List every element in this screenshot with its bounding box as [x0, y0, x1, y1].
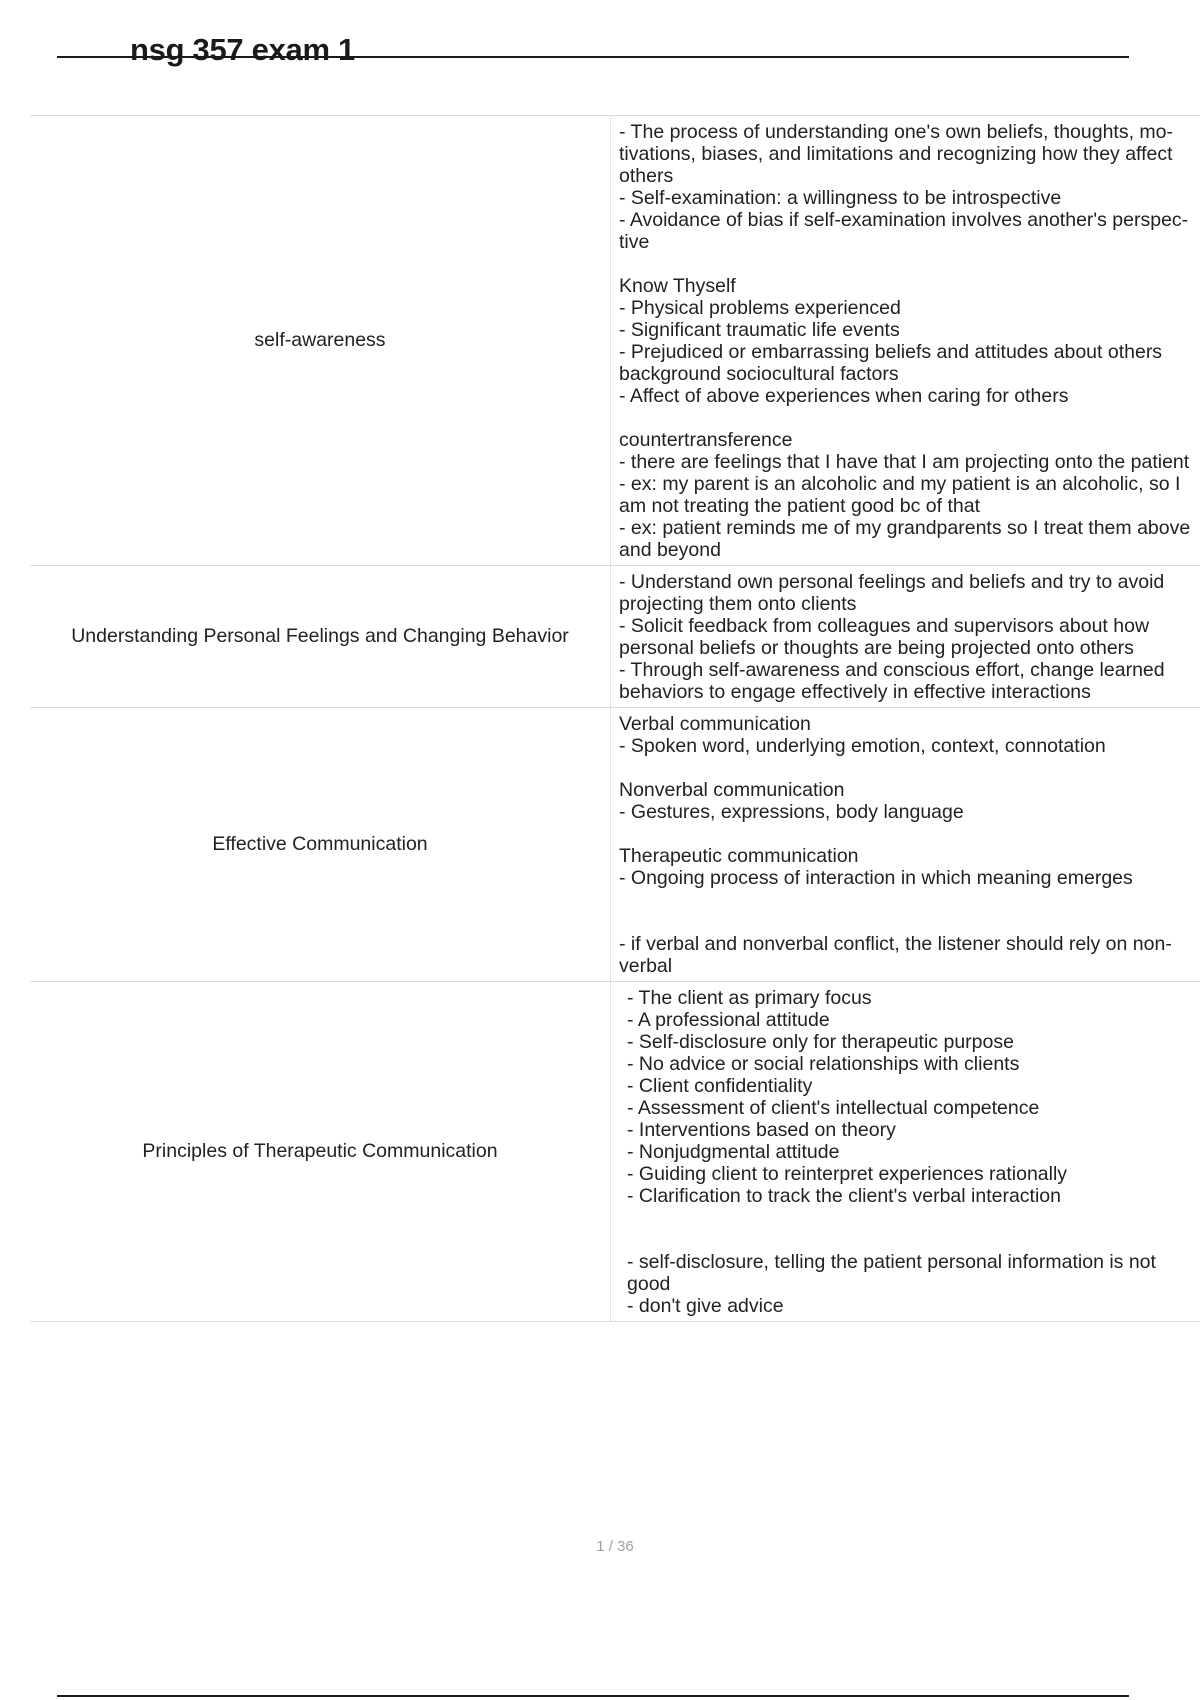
line-gap	[619, 757, 1194, 779]
definition-line: - Avoidance of bias if self-examination involves another's perspec-	[619, 209, 1189, 231]
definition-line: countertransference	[619, 429, 793, 451]
definition-line: - Assessment of client's intellectual competence	[627, 1097, 1040, 1119]
definition-line: - Through self-awareness and conscious effort, change learned	[619, 659, 1165, 681]
definition-cell	[611, 116, 1200, 565]
definition-line: and beyond	[619, 539, 721, 561]
definition-line: - ex: my parent is an alcoholic and my patient is an alcoholic, so I	[619, 473, 1181, 495]
definition-line: - Prejudiced or embarrassing beliefs and attitudes about others	[619, 341, 1163, 363]
definition-line: - Affect of above experiences when caring for others	[619, 385, 1069, 407]
definition-line: - Interventions based on theory	[627, 1119, 896, 1141]
definition-line: - Self-examination: a willingness to be introspective	[619, 187, 1062, 209]
definition-line: - Client confidentiality	[627, 1075, 813, 1097]
definition-line: - A professional attitude	[627, 1009, 830, 1031]
definition-line: - Clarification to track the client's verbal interaction	[627, 1185, 1061, 1207]
page-number: 1 / 36	[596, 1538, 634, 1555]
term-cell: Understanding Personal Feelings and Changing Behavior	[30, 566, 611, 707]
definition-line: - The client as primary focus	[627, 987, 872, 1009]
definition-line: am not treating the patient good bc of that	[619, 495, 980, 517]
definition-line: Nonverbal communication	[619, 779, 845, 801]
table-row	[30, 982, 1200, 1322]
definition-line: - No advice or social relationships with clients	[627, 1053, 1020, 1075]
line-gap	[627, 1207, 1194, 1251]
line-gap	[619, 889, 1194, 933]
line-gap	[619, 253, 1194, 275]
definition-line: - The process of understanding one's own beliefs, thoughts, mo-	[619, 121, 1174, 143]
definition-line: personal beliefs or thoughts are being projected onto others	[619, 637, 1134, 659]
definition-line: Know Thyself	[619, 275, 736, 297]
definition-line: Therapeutic communication	[619, 845, 859, 867]
definition-line: good	[627, 1273, 671, 1295]
definition-line: - don't give advice	[627, 1295, 784, 1317]
definition-line: behaviors to engage effectively in effective interactions	[619, 681, 1091, 703]
definition-line: projecting them onto clients	[619, 593, 857, 615]
term-cell: Principles of Therapeutic Communication	[30, 982, 611, 1321]
definition-line: tive	[619, 231, 650, 253]
table-row	[30, 566, 1200, 708]
definition-line: - there are feelings that I have that I am projecting onto the patient	[619, 451, 1190, 473]
definition-line: verbal	[619, 955, 673, 977]
table-row	[30, 708, 1200, 982]
definition-line: - if verbal and nonverbal conflict, the listener should rely on non-	[619, 933, 1172, 955]
definition-line: tivations, biases, and limitations and recognizing how they affect	[619, 143, 1173, 165]
definition-line: - Guiding client to reinterpret experiences rationally	[627, 1163, 1068, 1185]
footer-rule	[57, 1695, 1129, 1697]
definition-line: others	[619, 165, 674, 187]
definition-line: - Ongoing process of interaction in which meaning emerges	[619, 867, 1133, 889]
line-gap	[619, 407, 1194, 429]
definition-line: - Nonjudgmental attitude	[627, 1141, 840, 1163]
definition-line: - Significant traumatic life events	[619, 319, 900, 341]
definition-line: - Physical problems experienced	[619, 297, 901, 319]
table-row	[30, 116, 1200, 566]
flashcard-table	[30, 115, 1200, 1322]
term-cell: Effective Communication	[30, 708, 611, 981]
definition-line: - Gestures, expressions, body language	[619, 801, 964, 823]
definition-line: - Spoken word, underlying emotion, context, connotation	[619, 735, 1106, 757]
definition-line: - Self-disclosure only for therapeutic purpose	[627, 1031, 1014, 1053]
definition-line: background sociocultural factors	[619, 363, 899, 385]
definition-cell	[611, 982, 1200, 1321]
page-title: nsg 357 exam 1	[130, 32, 356, 67]
definition-cell	[611, 708, 1200, 981]
line-gap	[619, 823, 1194, 845]
definition-cell	[611, 566, 1200, 707]
definition-line: - self-disclosure, telling the patient personal information is not	[627, 1251, 1156, 1273]
definition-line: Verbal communication	[619, 713, 811, 735]
definition-line: - ex: patient reminds me of my grandparents so I treat them above	[619, 517, 1191, 539]
definition-line: - Understand own personal feelings and beliefs and try to avoid	[619, 571, 1165, 593]
definition-line: - Solicit feedback from colleagues and supervisors about how	[619, 615, 1150, 637]
term-cell: self-awareness	[30, 116, 611, 565]
